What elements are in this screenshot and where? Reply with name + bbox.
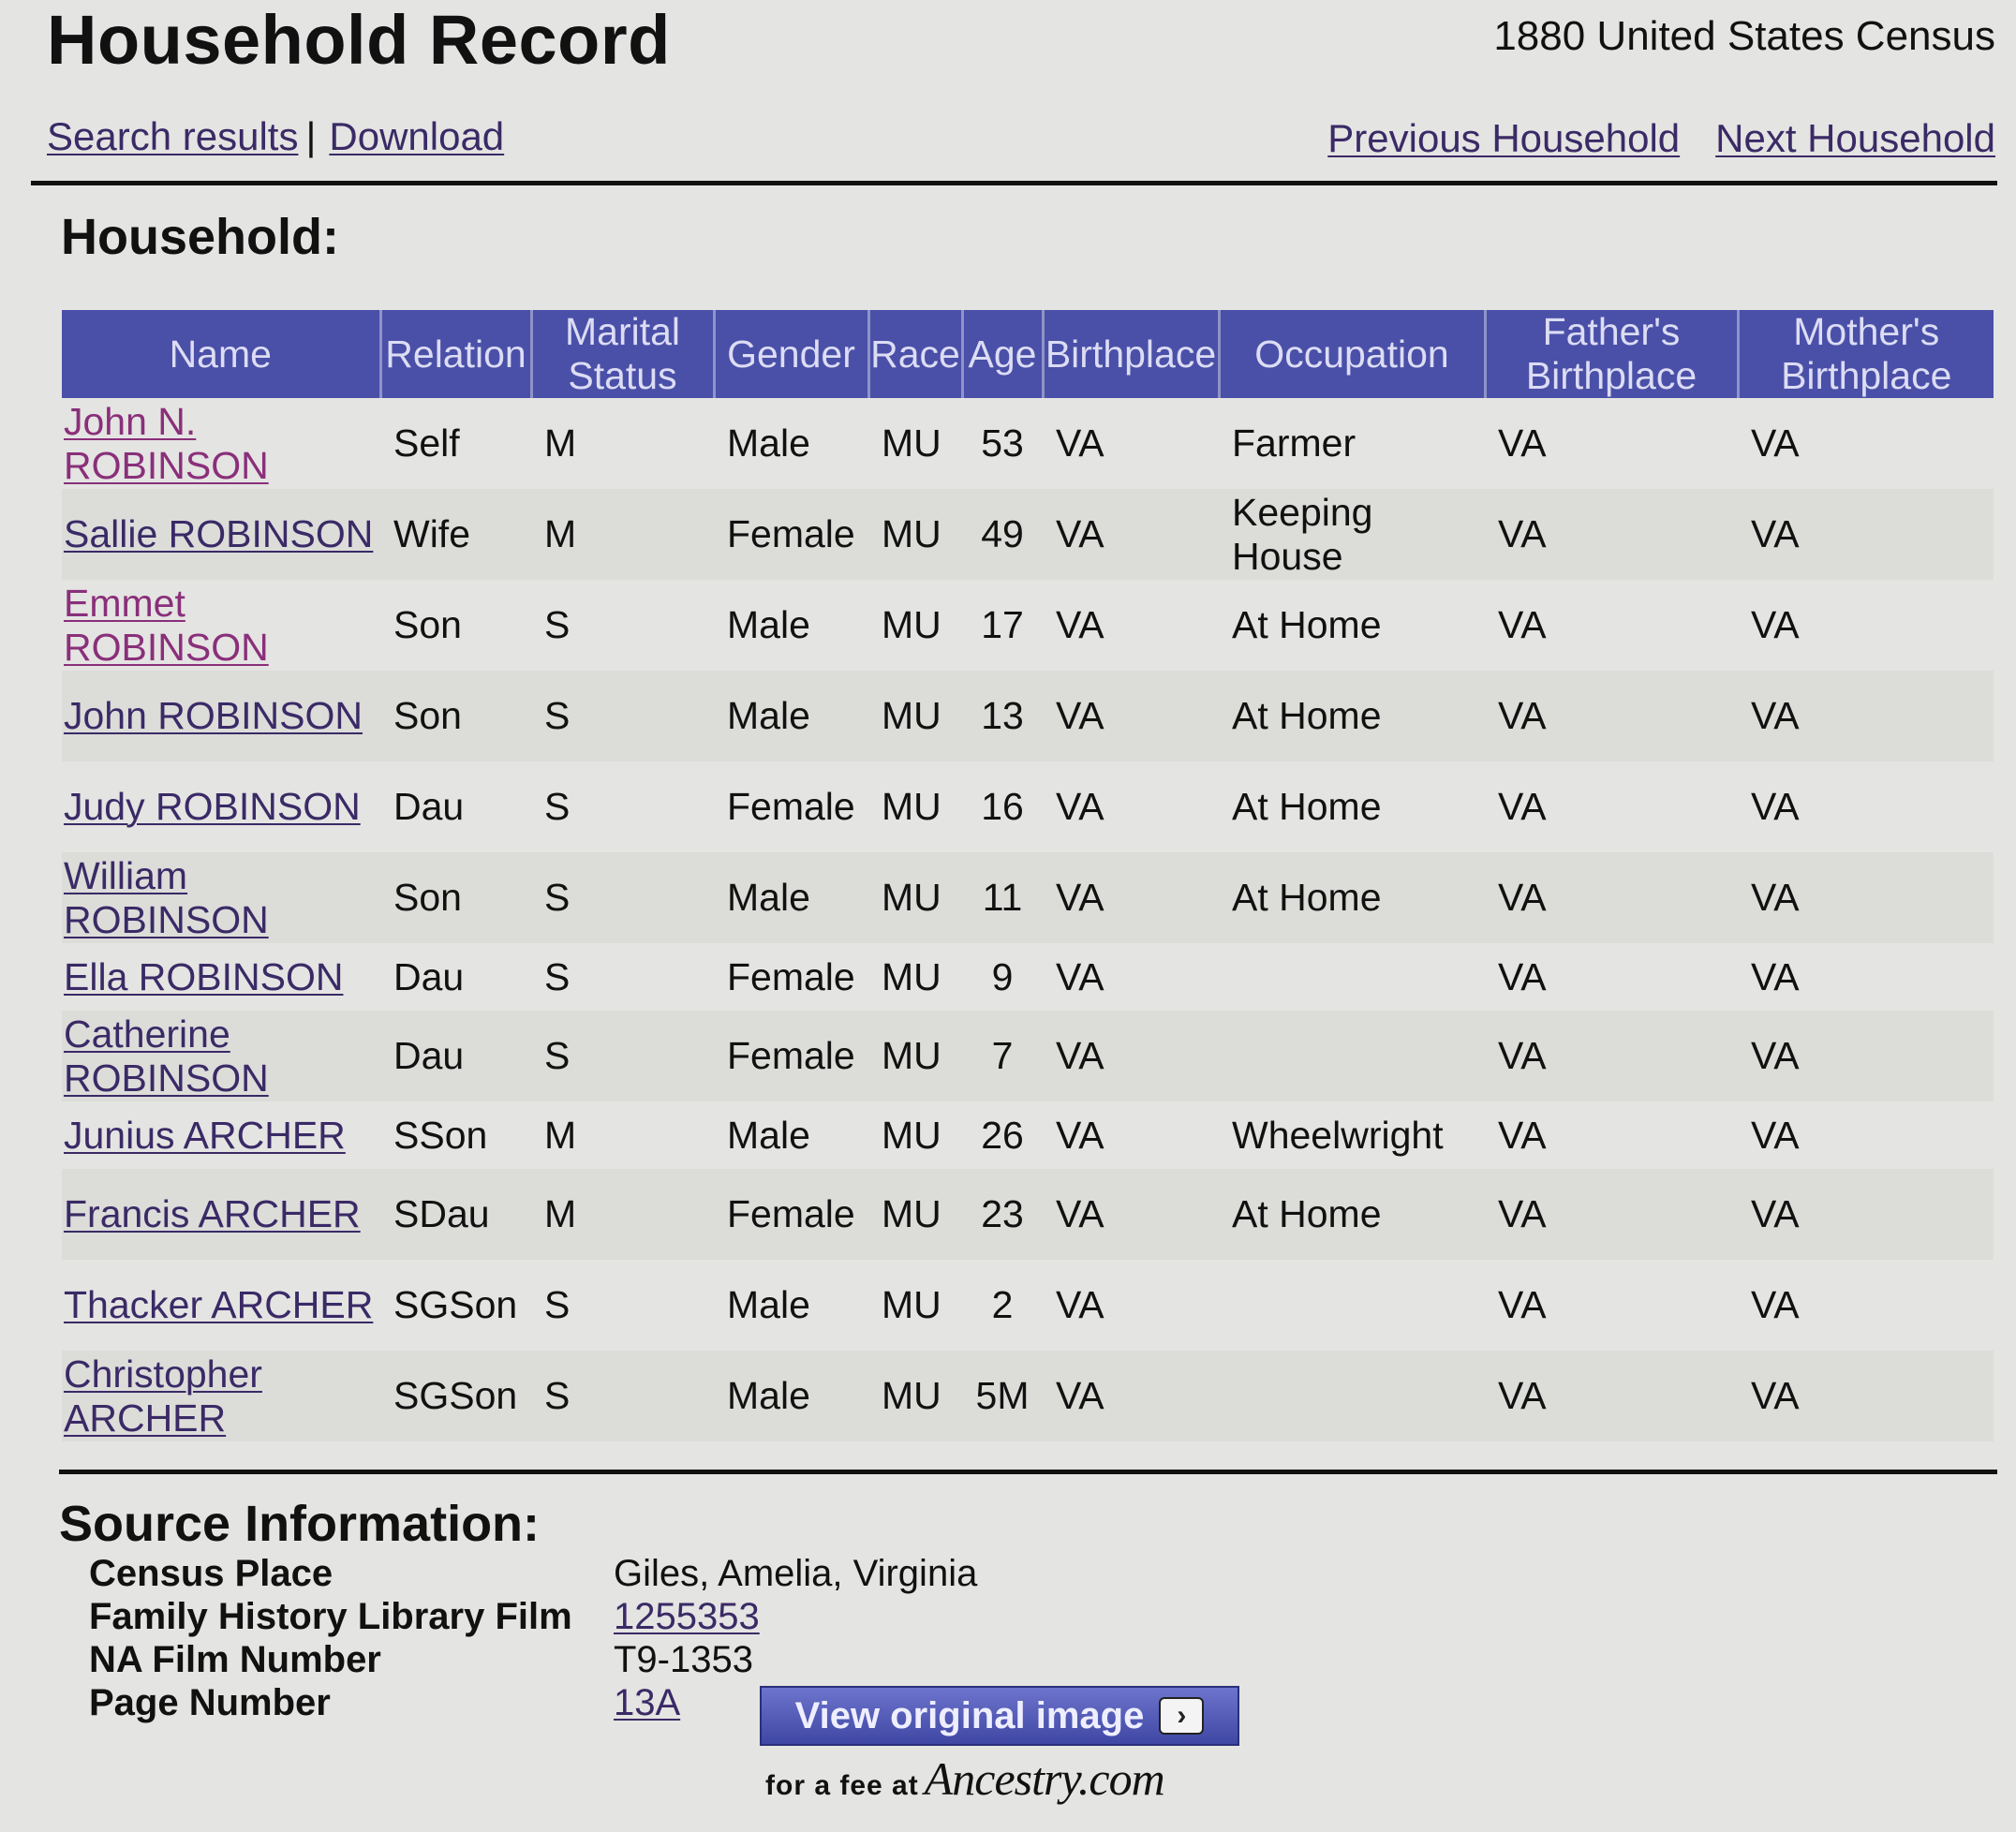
member-mothers-birthplace: VA — [1738, 1101, 1994, 1169]
member-age: 7 — [962, 1011, 1043, 1101]
member-mothers-birthplace: VA — [1738, 580, 1994, 671]
table-row — [62, 1101, 1994, 1169]
member-marital-status: S — [531, 1260, 714, 1351]
member-fathers-birthplace: VA — [1485, 852, 1738, 943]
member-birthplace: VA — [1043, 761, 1219, 852]
member-mothers-birthplace: VA — [1738, 398, 1994, 489]
member-age: 23 — [962, 1169, 1043, 1260]
member-occupation — [1219, 1260, 1485, 1351]
member-age: 13 — [962, 671, 1043, 761]
member-age: 16 — [962, 761, 1043, 852]
member-birthplace: VA — [1043, 580, 1219, 671]
member-relation: SDau — [380, 1169, 531, 1260]
member-race: MU — [868, 580, 962, 671]
member-gender: Female — [714, 1011, 868, 1101]
member-occupation: Farmer — [1219, 398, 1485, 489]
member-mothers-birthplace: VA — [1738, 1351, 1994, 1441]
table-row — [62, 580, 1994, 671]
bottom-divider — [59, 1470, 1997, 1474]
member-age: 53 — [962, 398, 1043, 489]
member-occupation: At Home — [1219, 671, 1485, 761]
household-table — [62, 310, 1994, 1441]
member-relation: SGSon — [380, 1351, 531, 1441]
member-name-link[interactable]: Catherine ROBINSON — [64, 1012, 269, 1100]
member-occupation: Keeping House — [1219, 489, 1485, 580]
member-name-cell — [62, 1351, 380, 1441]
member-occupation: Wheelwright — [1219, 1101, 1485, 1169]
fhl-film-label: Family History Library Film — [89, 1596, 572, 1637]
member-mothers-birthplace: VA — [1738, 1011, 1994, 1101]
fee-text: for a fee at — [765, 1770, 919, 1801]
member-age: 17 — [962, 580, 1043, 671]
table-row — [62, 489, 1994, 580]
source-row-na-film — [89, 1639, 1213, 1682]
member-name-cell — [62, 852, 380, 943]
member-birthplace: VA — [1043, 1260, 1219, 1351]
member-mothers-birthplace: VA — [1738, 943, 1994, 1011]
member-age: 11 — [962, 852, 1043, 943]
member-mothers-birthplace: VA — [1738, 1169, 1994, 1260]
member-gender: Female — [714, 761, 868, 852]
member-marital-status: M — [531, 1169, 714, 1260]
member-gender: Female — [714, 489, 868, 580]
member-race: MU — [868, 671, 962, 761]
table-row — [62, 1011, 1994, 1101]
column-header-fathers-birthplace: Father's Birthplace — [1485, 310, 1738, 398]
member-fathers-birthplace: VA — [1485, 943, 1738, 1011]
census-place-value: Giles, Amelia, Virginia — [614, 1553, 978, 1594]
member-relation: Son — [380, 671, 531, 761]
member-relation: SSon — [380, 1101, 531, 1169]
member-fathers-birthplace: VA — [1485, 580, 1738, 671]
member-name-cell — [62, 1011, 380, 1101]
member-fathers-birthplace: VA — [1485, 1101, 1738, 1169]
member-race: MU — [868, 1169, 962, 1260]
column-header-gender: Gender — [714, 310, 868, 398]
member-mothers-birthplace: VA — [1738, 671, 1994, 761]
view-original-image-button[interactable] — [760, 1686, 1239, 1746]
member-race: MU — [868, 1351, 962, 1441]
member-birthplace: VA — [1043, 1101, 1219, 1169]
column-header-name: Name — [62, 310, 380, 398]
member-mothers-birthplace: VA — [1738, 1260, 1994, 1351]
member-name-cell — [62, 671, 380, 761]
source-heading: Source Information: — [59, 1496, 541, 1552]
member-gender: Male — [714, 1260, 868, 1351]
view-original-image-label: View original image — [794, 1694, 1145, 1736]
member-race: MU — [868, 1011, 962, 1101]
source-row-fhl-film — [89, 1596, 1213, 1639]
member-name-link[interactable]: Emmet ROBINSON — [64, 581, 269, 669]
member-name-link[interactable]: John ROBINSON — [64, 694, 363, 737]
member-occupation: At Home — [1219, 761, 1485, 852]
member-race: MU — [868, 943, 962, 1011]
member-gender: Male — [714, 398, 868, 489]
member-fathers-birthplace: VA — [1485, 398, 1738, 489]
member-birthplace: VA — [1043, 1169, 1219, 1260]
member-occupation: At Home — [1219, 580, 1485, 671]
member-birthplace: VA — [1043, 489, 1219, 580]
member-occupation — [1219, 1011, 1485, 1101]
column-header-race: Race — [868, 310, 962, 398]
fee-note — [765, 1751, 1164, 1806]
member-marital-status: S — [531, 943, 714, 1011]
na-film-value: T9-1353 — [614, 1639, 753, 1680]
table-row — [62, 761, 1994, 852]
member-marital-status: S — [531, 761, 714, 852]
member-name-link[interactable]: Judy ROBINSON — [64, 785, 361, 828]
member-name-cell — [62, 398, 380, 489]
member-marital-status: M — [531, 489, 714, 580]
download-link[interactable]: Download — [329, 114, 505, 158]
member-occupation: At Home — [1219, 852, 1485, 943]
member-fathers-birthplace: VA — [1485, 1351, 1738, 1441]
table-row — [62, 1351, 1994, 1441]
member-gender: Male — [714, 1101, 868, 1169]
member-name-cell — [62, 1169, 380, 1260]
table-row — [62, 1169, 1994, 1260]
nav-right — [1292, 116, 1995, 161]
na-film-label: NA Film Number — [89, 1639, 381, 1680]
member-birthplace: VA — [1043, 671, 1219, 761]
page-number-link[interactable]: 13A — [614, 1682, 681, 1723]
member-race: MU — [868, 761, 962, 852]
member-name-link[interactable]: Sallie ROBINSON — [64, 512, 374, 555]
member-mothers-birthplace: VA — [1738, 761, 1994, 852]
member-relation: Son — [380, 852, 531, 943]
top-divider — [31, 181, 1997, 185]
member-relation: Wife — [380, 489, 531, 580]
member-relation: Dau — [380, 1011, 531, 1101]
member-age: 26 — [962, 1101, 1043, 1169]
next-household-link[interactable]: Next Household — [1715, 116, 1995, 160]
member-fathers-birthplace: VA — [1485, 671, 1738, 761]
member-name-link[interactable]: Junius ARCHER — [64, 1113, 346, 1157]
member-race: MU — [868, 489, 962, 580]
previous-household-link[interactable]: Previous Household — [1327, 116, 1681, 160]
member-name-link[interactable]: William ROBINSON — [64, 853, 269, 941]
member-name-cell — [62, 580, 380, 671]
table-row — [62, 943, 1994, 1011]
table-row — [62, 852, 1994, 943]
member-age: 9 — [962, 943, 1043, 1011]
member-birthplace: VA — [1043, 1351, 1219, 1441]
member-fathers-birthplace: VA — [1485, 1011, 1738, 1101]
source-row-census-place — [89, 1553, 1213, 1596]
member-fathers-birthplace: VA — [1485, 1260, 1738, 1351]
table-row — [62, 398, 1994, 489]
member-fathers-birthplace: VA — [1485, 761, 1738, 852]
member-race: MU — [868, 1260, 962, 1351]
member-marital-status: S — [531, 852, 714, 943]
member-birthplace: VA — [1043, 943, 1219, 1011]
member-fathers-birthplace: VA — [1485, 1169, 1738, 1260]
member-occupation: At Home — [1219, 1169, 1485, 1260]
arrow-right-icon: › — [1159, 1697, 1204, 1735]
member-name-cell — [62, 1101, 380, 1169]
column-header-age: Age — [962, 310, 1043, 398]
search-results-link[interactable]: Search results — [47, 114, 299, 158]
page-title: Household Record — [47, 1, 671, 79]
table-row — [62, 1260, 1994, 1351]
column-header-mothers-birthplace: Mother's Birthplace — [1738, 310, 1994, 398]
member-race: MU — [868, 398, 962, 489]
member-relation: Self — [380, 398, 531, 489]
member-relation: Dau — [380, 761, 531, 852]
table-row — [62, 671, 1994, 761]
member-marital-status: S — [531, 1351, 714, 1441]
column-header-birthplace: Birthplace — [1043, 310, 1219, 398]
member-gender: Female — [714, 943, 868, 1011]
column-header-relation: Relation — [380, 310, 531, 398]
member-gender: Male — [714, 580, 868, 671]
column-header-occupation: Occupation — [1219, 310, 1485, 398]
member-race: MU — [868, 1101, 962, 1169]
member-marital-status: S — [531, 671, 714, 761]
member-gender: Male — [714, 1351, 868, 1441]
member-relation: Son — [380, 580, 531, 671]
member-mothers-birthplace: VA — [1738, 489, 1994, 580]
census-title: 1880 United States Census — [1493, 13, 1995, 59]
member-name-cell — [62, 761, 380, 852]
household-heading: Household: — [61, 209, 339, 265]
member-mothers-birthplace: VA — [1738, 852, 1994, 943]
member-age: 5M — [962, 1351, 1043, 1441]
member-birthplace: VA — [1043, 1011, 1219, 1101]
member-marital-status: S — [531, 580, 714, 671]
member-fathers-birthplace: VA — [1485, 489, 1738, 580]
member-occupation — [1219, 943, 1485, 1011]
member-name-link[interactable]: Christopher ARCHER — [64, 1352, 262, 1440]
table-header-row — [62, 310, 1994, 398]
member-name-link[interactable]: John N. ROBINSON — [64, 399, 269, 487]
member-birthplace: VA — [1043, 852, 1219, 943]
member-birthplace: VA — [1043, 398, 1219, 489]
fhl-film-link[interactable]: 1255353 — [614, 1596, 760, 1637]
member-name-cell — [62, 489, 380, 580]
member-name-link[interactable]: Francis ARCHER — [64, 1192, 361, 1235]
nav-left — [47, 114, 504, 159]
nav-separator: | — [305, 114, 317, 158]
member-marital-status: S — [531, 1011, 714, 1101]
ancestry-logo[interactable]: Ancestry.com — [924, 1752, 1164, 1805]
member-gender: Male — [714, 671, 868, 761]
member-gender: Male — [714, 852, 868, 943]
page-number-label: Page Number — [89, 1682, 331, 1723]
member-gender: Female — [714, 1169, 868, 1260]
member-relation: SGSon — [380, 1260, 531, 1351]
member-name-link[interactable]: Ella ROBINSON — [64, 954, 344, 998]
member-name-cell — [62, 1260, 380, 1351]
member-race: MU — [868, 852, 962, 943]
member-marital-status: M — [531, 1101, 714, 1169]
member-age: 49 — [962, 489, 1043, 580]
member-marital-status: M — [531, 398, 714, 489]
member-occupation — [1219, 1351, 1485, 1441]
member-name-link[interactable]: Thacker ARCHER — [64, 1283, 374, 1326]
member-name-cell — [62, 943, 380, 1011]
member-age: 2 — [962, 1260, 1043, 1351]
member-relation: Dau — [380, 943, 531, 1011]
column-header-marital-status: Marital Status — [531, 310, 714, 398]
census-place-label: Census Place — [89, 1553, 334, 1594]
